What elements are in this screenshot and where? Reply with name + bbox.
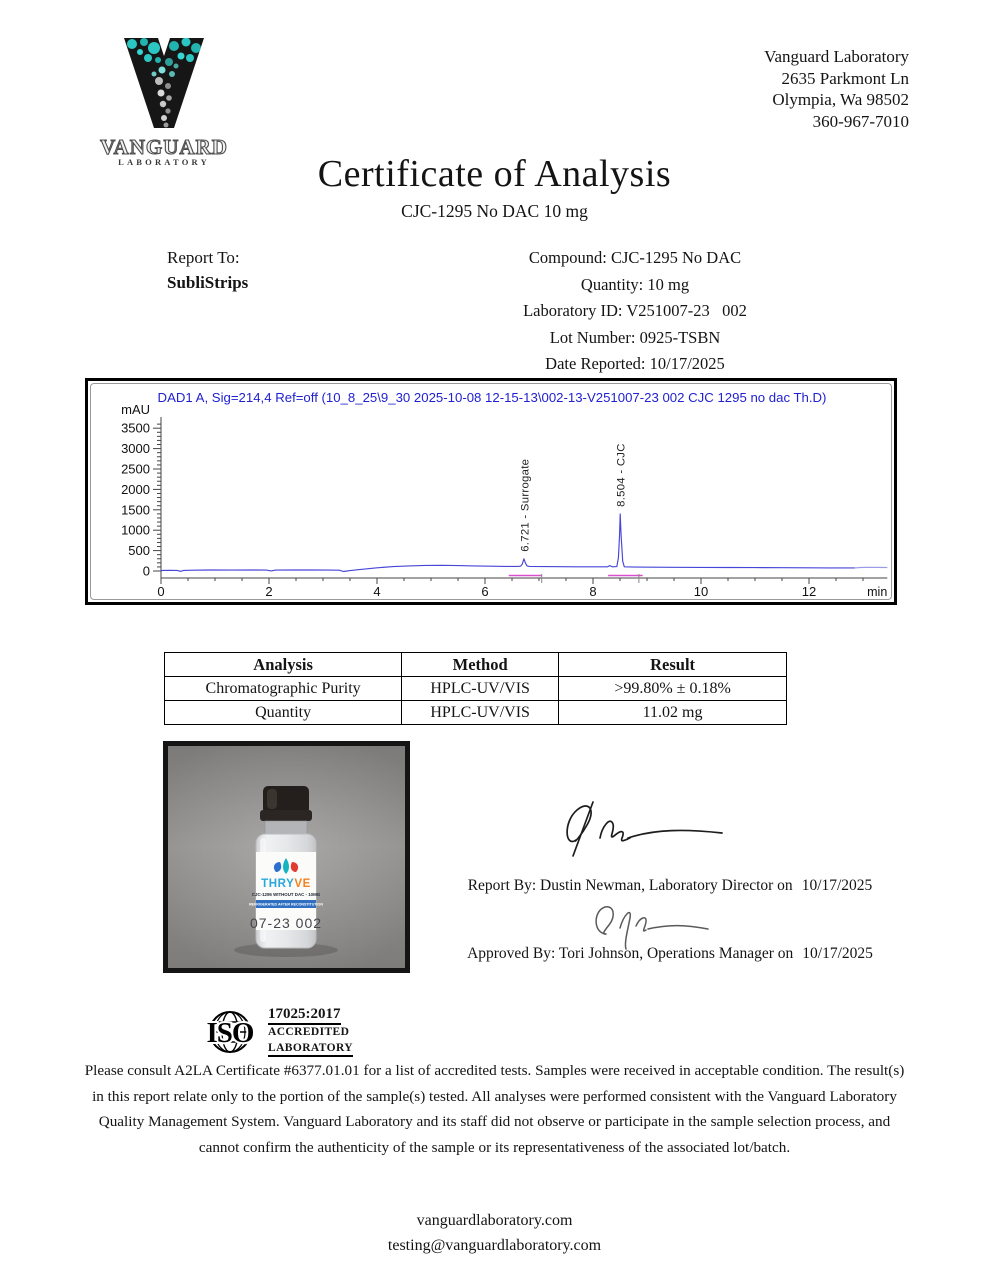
svg-text:DAD1 A, Sig=214,4 Ref=off (10_: DAD1 A, Sig=214,4 Ref=off (10_8_25\9_30 2025-10-08 12-15-13\002-13-V251007-23 002 CJC 1295 no dac Th.D) <box>157 390 827 405</box>
svg-text:4: 4 <box>373 584 381 599</box>
signature-report-by <box>560 798 735 863</box>
cell-analysis: Quantity <box>165 701 402 725</box>
address-line: 2635 Parkmont Ln <box>781 68 909 88</box>
info-line <box>281 272 989 299</box>
vial-brand <box>261 878 311 890</box>
address-line: 360-967-7010 <box>812 111 909 131</box>
svg-text:0: 0 <box>157 584 165 599</box>
chromatogram-frame <box>90 383 892 600</box>
info-value: 10/17/2025 <box>649 354 725 373</box>
svg-text:500: 500 <box>128 543 150 559</box>
chromatogram-box <box>85 378 897 605</box>
vanguard-logo-art <box>96 36 232 166</box>
svg-text:min: min <box>867 585 888 599</box>
vial-brand-suffix: VE <box>294 878 311 890</box>
svg-text:1500: 1500 <box>121 502 150 518</box>
approved-date: 10/17/2025 <box>802 945 873 962</box>
svg-text:2000: 2000 <box>121 481 150 497</box>
results-table <box>164 652 787 725</box>
disclaimer-text: Please consult A2LA Certificate #6377.01.01 for a list of accredited tests. Samples were received in acceptable condition. The result(s) in this report relate only to the portion of the sample(s) tested. All analyses were performed consistent with the Vanguard Laboratory Quality Management System. Vanguard Laboratory and its staff did not observe or participate in the sample selection process, and cannot confirm the authenticity of the sample or its representativeness of the associated lot/batch. <box>84 1062 905 1156</box>
info-label: Quantity: <box>580 274 644 294</box>
logo-brand-text: VANGUARD <box>100 135 228 159</box>
svg-text:8: 8 <box>589 584 597 599</box>
chromatogram <box>92 385 892 600</box>
info-label: Lot Number: <box>549 327 636 347</box>
table-row <box>165 677 787 701</box>
info-label: Compound: <box>528 248 607 267</box>
page-subtitle: CJC-1295 No DAC 10 mg <box>401 201 588 221</box>
table-row <box>165 701 787 725</box>
info-line <box>281 325 989 352</box>
svg-text:2: 2 <box>265 584 273 599</box>
info-line <box>281 351 989 378</box>
product-vial-photo <box>163 741 410 973</box>
iso-text: ISO <box>206 1016 254 1049</box>
svg-text:mAU: mAU <box>121 402 150 417</box>
logo-sub-text: LABORATORY <box>118 157 210 166</box>
iso-cert-number: 17025:2017 <box>268 1007 341 1025</box>
lab-address <box>764 46 909 132</box>
report-to-label: Report To: <box>167 248 240 267</box>
cell-result: >99.80% ± 0.18% <box>559 677 787 701</box>
report-by-line <box>420 877 920 895</box>
iso-accreditation-mark <box>203 1006 353 1057</box>
info-value: 0925-TSBN <box>639 327 721 347</box>
client-name: SubliStrips <box>167 273 249 292</box>
info-value: V251007-23 002 <box>626 301 747 320</box>
info-value: 10 mg <box>647 274 690 294</box>
iso-globe-icon <box>203 1008 265 1056</box>
vial-lot-print: 07-23 002 <box>249 915 323 931</box>
footer-website: vanguardlaboratory.com <box>416 1212 573 1229</box>
svg-text:1000: 1000 <box>121 522 150 538</box>
cell-result: 11.02 mg <box>559 701 787 725</box>
col-header-result: Result <box>559 653 787 677</box>
iso-accredited: ACCREDITED <box>268 1026 350 1038</box>
sample-info-block <box>281 245 989 378</box>
vial-brand-prefix: THRY <box>261 878 295 890</box>
iso-text-block <box>268 1006 353 1057</box>
table-header-row <box>165 653 787 677</box>
info-line <box>281 245 989 272</box>
report-date: 10/17/2025 <box>801 877 873 894</box>
signature-approved-by <box>588 898 723 950</box>
svg-text:0: 0 <box>142 563 150 579</box>
vanguard-logo <box>96 36 232 166</box>
col-header-analysis: Analysis <box>165 653 402 677</box>
cell-analysis: Chromatographic Purity <box>165 677 402 701</box>
footer <box>0 1208 989 1258</box>
cell-method: HPLC-UV/VIS <box>402 701 559 725</box>
svg-text:6.721 - Surrogate: 6.721 - Surrogate <box>519 458 532 552</box>
svg-text:2500: 2500 <box>121 461 150 477</box>
address-line: Vanguard Laboratory <box>764 47 909 66</box>
approved-by-line <box>420 945 920 963</box>
svg-text:12: 12 <box>801 584 817 599</box>
info-line <box>281 298 989 325</box>
svg-text:6: 6 <box>481 584 489 599</box>
footer-email: testing@vanguardlaboratory.com <box>387 1237 602 1254</box>
svg-text:3500: 3500 <box>121 420 150 436</box>
page-title: Certificate of Analysis <box>317 153 672 195</box>
approved-by-text: Approved By: Tori Johnson, Operations Manager on <box>467 945 794 962</box>
col-header-method: Method <box>402 653 559 677</box>
info-label: Date Reported: <box>545 354 646 373</box>
vial-photo-art <box>168 746 405 968</box>
address-line: Olympia, Wa 98502 <box>772 90 909 109</box>
report-by-text: Report By: Dustin Newman, Laboratory Director on <box>467 877 793 894</box>
cell-method: HPLC-UV/VIS <box>402 677 559 701</box>
iso-laboratory: LABORATORY <box>268 1043 353 1058</box>
report-to-block <box>167 245 248 295</box>
vial-stripe-line: REFRIGERATED AFTER RECONSTITUTION <box>249 902 323 907</box>
svg-text:10: 10 <box>693 584 709 599</box>
svg-text:3000: 3000 <box>121 441 150 457</box>
svg-text:8.504 - CJC: 8.504 - CJC <box>615 443 628 507</box>
info-value: CJC-1295 No DAC <box>610 248 742 267</box>
vial-label-line: CJC-1295 WITHOUT DAC - 10MG <box>251 892 321 897</box>
info-label: Laboratory ID: <box>523 301 623 320</box>
